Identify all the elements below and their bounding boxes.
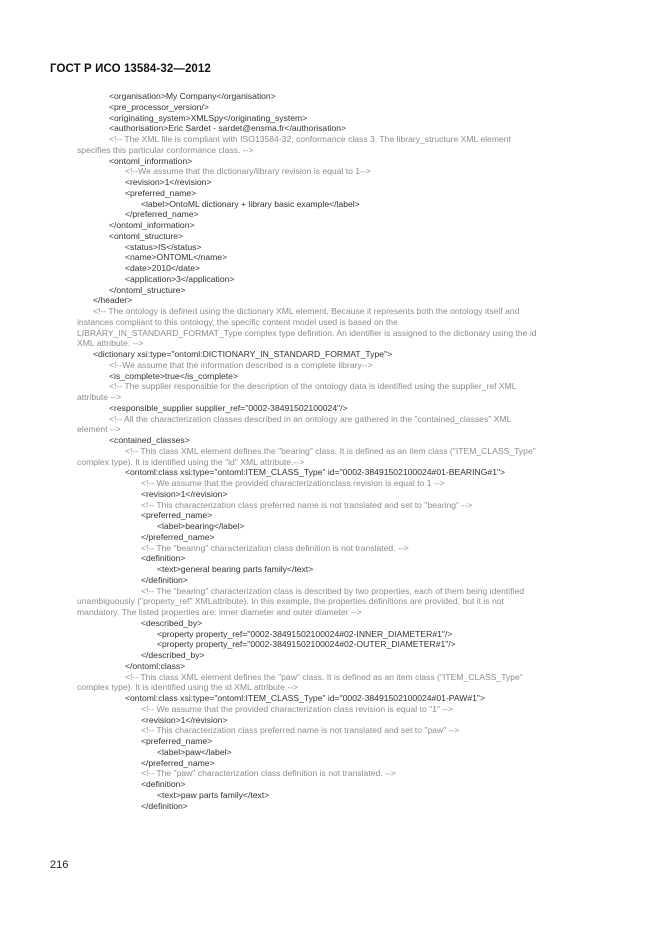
- xml-code-line: <label>bearing</label>: [157, 521, 245, 531]
- xml-code-line: </preferred_name>: [125, 209, 199, 220]
- xml-code-line: </definition>: [141, 574, 188, 585]
- xml-comment-line: <!-- The "paw" characterization class definition is not translated. -->: [141, 768, 396, 779]
- xml-comment-line: attribute -->: [77, 392, 122, 402]
- xml-comment-line: <!-- This class XML element defines the "bearing" class. It is defined as an item class ("ITEM_CLASS_Type": [125, 445, 536, 456]
- xml-code-line: <organisation>My Company</organisation>: [109, 91, 276, 101]
- xml-code-line: <definition>: [141, 779, 186, 789]
- xml-comment-line: <!-- We assume that the provided characterizationclass revision is equal to 1 -->: [141, 478, 445, 488]
- xml-code-line: </preferred_name>: [141, 757, 215, 768]
- xml-comment-line: <!--We assume that the dictionary/library revision is equal to 1-->: [125, 166, 371, 177]
- xml-code-line: <ontoml_information>: [109, 155, 193, 166]
- xml-comment-line: mandatory. The listed properties are: inner diameter and outer diameter -->: [77, 607, 362, 617]
- xml-comment-line: unambiguously ("property_ref" XMLattribute). In this example, the properties definitions are provided, but it is not: [77, 596, 504, 607]
- xml-comment-line: element -->: [77, 424, 121, 435]
- xml-comment-line: <!-- All the characterization classes described in an ontology are gathered in the "contained_classes" XML: [109, 413, 512, 424]
- xml-code-line: <status>IS</status>: [125, 241, 202, 252]
- xml-comment-line: <!-- We assume that the provided characterization class revision is equal to "1" -->: [141, 703, 454, 714]
- xml-comment-line: instances compliant to this ontology, the specific content model used is based on the: [77, 316, 398, 327]
- xml-comment-line: <!-- The "bearing" characterization class definition is not translated. -->: [141, 542, 409, 553]
- xml-code-line: <property property_ref="0002-38491502100024#02-OUTER_DIAMETER#1"/>: [157, 639, 456, 650]
- xml-code-line: <ontoml:class xsi:type="ontoml:ITEM_CLASS_Type" id="0002-38491502100024#01-PAW#1">: [125, 693, 485, 703]
- xml-code-line: <revision>1</revision>: [141, 714, 228, 725]
- xml-comment-line: <!--We assume that the information described is a complete library-->: [109, 359, 373, 370]
- xml-code-line: <contained_classes>: [109, 435, 190, 445]
- xml-code-line: <text>general bearing parts family</text>: [157, 564, 314, 574]
- xml-comment-line: specifies this particular conformance class. -->: [77, 144, 254, 155]
- xml-code-line: <pre_processor_version/>: [109, 101, 209, 112]
- xml-code-line: <revision>1</revision>: [125, 177, 212, 187]
- xml-code-line: <label>paw</label>: [157, 746, 232, 757]
- xml-code-line: <preferred_name>: [125, 187, 197, 198]
- xml-code-line: <ontoml_structure>: [109, 230, 184, 241]
- xml-comment-line: <!-- This characterization class preferred name is not translated and set to "bearing" -->: [141, 499, 473, 510]
- xml-comment-line: LIBRARY_IN_STANDARD_FORMAT_Type complex type definition. An identifier is assigned to the dictionary using the id: [77, 327, 537, 338]
- xml-code-line: <originating_system>XMLSpy</originating_system>: [109, 112, 308, 123]
- xml-code-line: <authorisation>Eric Sardet - sardet@ensma.fr</authorisation>: [109, 123, 347, 134]
- xml-code-line: <definition>: [141, 553, 186, 564]
- xml-code-line: <date>2010</date>: [125, 263, 201, 273]
- xml-comment-line: <!-- The XML file is compliant with ISO13584-32, conformance class 3. The library_structure XML element: [109, 134, 511, 144]
- xml-code-line: </described_by>: [141, 650, 205, 660]
- xml-code-line: <name>ONTOML</name>: [125, 252, 228, 263]
- document-header: ГОСТ Р ИСО 13584-32—2012: [50, 63, 211, 75]
- xml-code-line: </definition>: [141, 800, 188, 811]
- xml-code-line: <described_by>: [141, 617, 203, 628]
- xml-code-line: <application>3</application>: [125, 273, 235, 284]
- xml-code-line: </header>: [93, 295, 133, 306]
- xml-code-line: <revision>1</revision>: [141, 488, 228, 499]
- xml-comment-line: <!-- This characterization class preferred name is not translated and set to "paw" -->: [141, 725, 460, 736]
- page-number: 216: [50, 859, 69, 871]
- xml-comment-line: <!-- The ontology is defined using the dictionary XML element. Because it represents both the ontology itself and: [93, 306, 520, 316]
- xml-comment-line: <!-- The "bearing" characterization class is described by two properties, each of them being identified: [141, 585, 525, 596]
- xml-code-line: <property property_ref="0002-38491502100024#02-INNER_DIAMETER#1"/>: [157, 628, 453, 639]
- xml-code-line: <dictionary xsi:type="ontoml:DICTIONARY_IN_STANDARD_FORMAT_Type">: [93, 349, 393, 359]
- xml-code-line: </ontoml:class>: [125, 660, 186, 671]
- xml-code-line: <label>OntoML dictionary + library basic example</label>: [141, 198, 360, 209]
- xml-code-line: <preferred_name>: [141, 736, 213, 746]
- xml-code-line: <text>paw parts family</text>: [157, 789, 270, 800]
- xml-code-line: <is_complete>true</is_complete>: [109, 370, 238, 381]
- xml-code-listing: [0, 91, 661, 811]
- xml-code-line: <responsible_supplier supplier_ref="0002-38491502100024"/>: [109, 402, 348, 413]
- xml-code-line: </preferred_name>: [141, 531, 215, 542]
- xml-comment-line: complex type). It is identified using the "id" XML attribute.-->: [77, 456, 305, 467]
- xml-code-line: </ontoml_structure>: [109, 284, 186, 295]
- xml-comment-line: XML attribute. -->: [77, 338, 144, 349]
- xml-code-line: <preferred_name>: [141, 510, 213, 521]
- xml-code-line: </ontoml_information>: [109, 220, 195, 230]
- xml-comment-line: <!-- The supplier responsible for the description of the ontology data is identified using the supplier_ref XML: [109, 381, 517, 392]
- xml-code-line: <ontoml:class xsi:type="ontoml:ITEM_CLASS_Type" id="0002-38491502100024#01-BEARING#1">: [125, 467, 506, 478]
- xml-comment-line: complex type). It is identified using the id XML attribute.-->: [77, 682, 299, 693]
- xml-comment-line: <!-- This class XML element defines the "paw" class. It is defined as an item class ("ITEM_CLASS_Type": [125, 671, 523, 682]
